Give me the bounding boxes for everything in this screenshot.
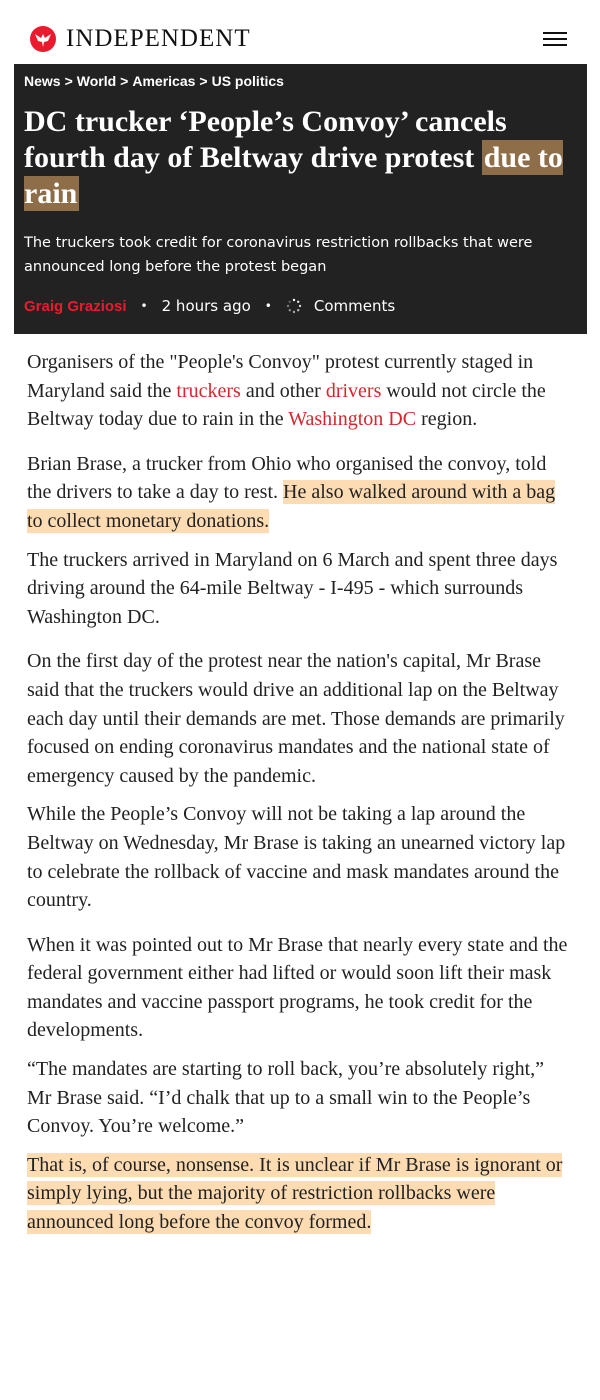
paragraph: While the People’s Convoy will not be taking a lap around the Beltway on Wednesday, Mr Brase is taking an unearned victory lap to celebrate the rollback of vaccine and mask mandates around the country.: [27, 803, 566, 912]
breadcrumb-americas[interactable]: Americas: [132, 73, 196, 89]
breadcrumb-news[interactable]: News: [24, 73, 61, 89]
menu-line: [543, 44, 567, 46]
breadcrumb-world[interactable]: World: [76, 73, 117, 89]
paragraph: [27, 348, 573, 434]
headline: [24, 104, 574, 212]
comments-label: Comments: [313, 297, 396, 315]
paragraph: “The mandates are starting to roll back, you’re absolutely right,” Mr Brase said. “I’d chalk that up to a small win to the People’s Convoy. You’re welcome.”: [27, 1058, 545, 1138]
headline-highlight: due to rain: [24, 141, 563, 210]
paragraph: [27, 450, 573, 536]
hamburger-menu-icon[interactable]: [543, 32, 567, 48]
paragraph-text: region.: [416, 408, 478, 431]
paragraph-text: Organisers of the "People's Convoy" protest currently staged in Maryland said the: [27, 351, 534, 402]
loading-spinner-icon: [286, 298, 302, 314]
byline: [24, 295, 395, 317]
logo[interactable]: [28, 24, 251, 54]
highlighted-text: He also walked around with a bag to collect monetary donations.: [27, 481, 556, 532]
menu-line: [543, 38, 567, 40]
comments-button[interactable]: [286, 297, 395, 315]
standfirst: The truckers took credit for coronavirus restriction rollbacks that were announced long before the protest began: [24, 235, 533, 275]
article-hero: [14, 64, 587, 334]
paragraph: The truckers arrived in Maryland on 6 March and spent three days driving around the 64-mile Beltway - I-495 - which surrounds Washington DC.: [27, 548, 558, 628]
highlighted-text: That is, of course, nonsense. It is unclear if Mr Brase is ignorant or simply lying, but the majority of restriction rollbacks were announced long before the convoy formed.: [27, 1153, 563, 1234]
paragraph: When it was pointed out to Mr Brase that nearly every state and the federal government either had lifted or would soon lift their mask mandates and vaccine passport programs, he took credit for the developments.: [27, 933, 568, 1042]
site-header: [0, 0, 600, 64]
link-truckers[interactable]: truckers: [176, 379, 241, 402]
timestamp: 2 hours ago: [161, 297, 251, 315]
paragraph-text: and other: [240, 379, 326, 402]
author-link[interactable]: Graig Graziosi: [24, 297, 127, 315]
bullet-separator: •: [264, 299, 272, 313]
paragraph-text: would not circle the Beltway today due to rain in the: [27, 379, 546, 431]
logo-text: INDEPENDENT: [66, 25, 251, 52]
breadcrumb-separator: >: [199, 73, 208, 89]
menu-line: [543, 32, 567, 34]
eagle-logo-icon: [28, 25, 58, 53]
breadcrumb-us-politics[interactable]: US politics: [211, 73, 284, 89]
breadcrumb-separator: >: [64, 73, 73, 89]
bullet-separator: •: [140, 299, 148, 313]
paragraph-text: Brian Brase, a trucker from Ohio who organised the convoy, told the drivers to take a day to rest.: [27, 452, 547, 504]
paragraph: On the first day of the protest near the nation's capital, Mr Brase said that the truckers would drive an additional lap on the Beltway each day until their demands are met. Those demands are primarily focused on ending coronavirus mandates and the national state of emergency caused by the pandemic.: [27, 650, 565, 787]
link-washington-dc[interactable]: Washington DC: [288, 408, 417, 431]
breadcrumb-separator: >: [120, 73, 129, 89]
headline-text: DC trucker ‘People’s Convoy’ cancels fourth day of Beltway drive protest: [24, 105, 507, 174]
breadcrumb: [24, 72, 284, 90]
link-drivers[interactable]: drivers: [325, 379, 382, 402]
paragraph: [27, 1151, 573, 1237]
article-body: [27, 348, 573, 1253]
